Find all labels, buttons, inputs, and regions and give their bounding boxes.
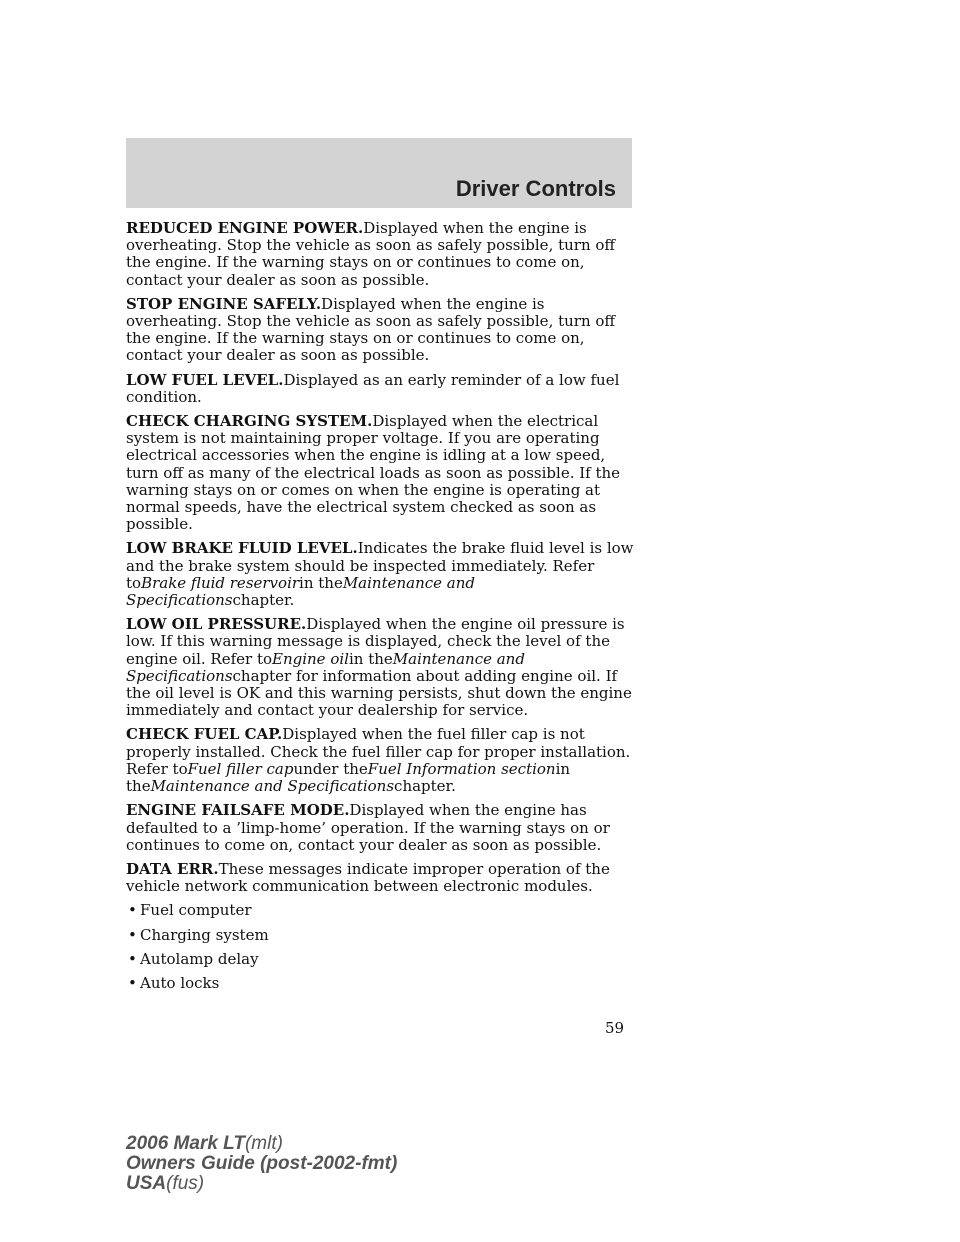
- paragraph-low-fuel-level: [126, 372, 636, 406]
- description: Indicates the brake fluid level is low and the brake system should be inspected immediately. Refer to: [126, 539, 634, 592]
- paragraph-stop-engine-safely: [126, 296, 636, 365]
- bullet-icon: •: [128, 949, 137, 968]
- term: LOW OIL PRESSURE.: [126, 615, 307, 634]
- description: in the: [299, 573, 343, 592]
- description: chapter.: [394, 777, 456, 796]
- cross-reference: Brake fluid reservoir: [141, 573, 300, 592]
- term: LOW BRAKE FLUID LEVEL.: [126, 539, 358, 558]
- list-item: [126, 951, 636, 968]
- paragraph-low-oil-pressure: [126, 616, 636, 719]
- bullet-icon: •: [128, 973, 137, 992]
- footer-line-model: [126, 1134, 397, 1154]
- document-footer: [126, 1134, 397, 1194]
- description: Displayed when the engine has defaulted to a ’limp-home’ operation. If the warning stays on or continues to come on, contact your dealer as soon as possible.: [126, 801, 610, 854]
- footer-model-code: (mlt): [244, 1133, 283, 1154]
- footer-market: USA: [126, 1173, 167, 1194]
- paragraph-low-brake-fluid-level: [126, 540, 636, 609]
- cross-reference: Engine oil: [272, 649, 349, 668]
- description: under the: [293, 759, 368, 778]
- footer-market-code: (fus): [166, 1173, 205, 1194]
- chapter-title: Driver Controls: [455, 176, 616, 201]
- cross-reference: Maintenance and Specifications: [150, 777, 395, 796]
- term: CHECK CHARGING SYSTEM.: [126, 412, 373, 431]
- list-item-text: Charging system: [140, 925, 269, 944]
- page-number: 59: [605, 1019, 625, 1037]
- list-item-text: Auto locks: [140, 973, 220, 992]
- paragraph-check-charging-system: [126, 413, 636, 533]
- page-content: [126, 220, 636, 999]
- list-item: [126, 975, 636, 992]
- cross-reference: Maintenance and Specifications: [126, 649, 525, 685]
- bullet-icon: •: [128, 901, 137, 920]
- footer-line-guide: [126, 1154, 397, 1174]
- description: These messages indicate improper operation of the vehicle network communication between electronic modules.: [126, 859, 610, 896]
- description: chapter for information about adding engine oil. If the oil level is OK and this warning persists, shut down the engine immediately and contact your dealership for service.: [126, 666, 632, 720]
- paragraph-data-err: [126, 861, 636, 895]
- cross-reference: Fuel Information section: [367, 759, 556, 778]
- list-item: [126, 927, 636, 944]
- term: DATA ERR.: [126, 859, 219, 878]
- term: CHECK FUEL CAP.: [126, 725, 283, 744]
- description: Displayed when the engine is overheating. Stop the vehicle as soon as safely possible, turn off the engine. If the warning stays on or continues to come on, contact your dealer as soon as possible.: [126, 294, 616, 365]
- description: Displayed when the fuel filler cap is not properly installed. Check the fuel filler cap for proper installation. Refer to: [126, 725, 631, 778]
- bullet-icon: •: [128, 925, 137, 944]
- cross-reference: Maintenance and Specifications: [126, 573, 476, 610]
- paragraph-check-fuel-cap: [126, 726, 636, 795]
- paragraph-reduced-engine-power: [126, 220, 636, 289]
- description: Displayed when the electrical system is not maintaining proper voltage. If you are operating electrical accessories when the engine is idling at a low speed, turn off as many of the electrical loads as soon as possible. If the warning stays on or comes on when the engine is operating at normal speeds, have the electrical system checked as soon as possible.: [126, 412, 621, 534]
- description: in the: [126, 759, 571, 796]
- term: REDUCED ENGINE POWER.: [126, 219, 364, 237]
- term: STOP ENGINE SAFELY.: [126, 294, 322, 313]
- footer-line-market: [126, 1174, 397, 1194]
- description: Displayed as an early reminder of a low fuel condition.: [126, 370, 620, 406]
- description: chapter.: [232, 591, 295, 610]
- term: LOW FUEL LEVEL.: [126, 370, 284, 389]
- footer-model: 2006 Mark LT: [126, 1133, 245, 1154]
- description: in the: [348, 649, 393, 668]
- cross-reference: Fuel filler cap: [187, 759, 294, 778]
- paragraph-engine-failsafe-mode: [126, 802, 636, 854]
- description: Displayed when the engine oil pressure is low. If this warning message is displayed, check the level of the engine oil. Refer to: [126, 615, 625, 668]
- list-item: [126, 902, 636, 919]
- list-item-text: Autolamp delay: [140, 949, 259, 968]
- description: Displayed when the engine is overheating. Stop the vehicle as soon as safely possible, turn off the engine. If the warning stays on or continues to come on, contact your dealer as soon as possible.: [126, 219, 616, 289]
- chapter-header-band: [126, 138, 632, 208]
- list-item-text: Fuel computer: [140, 901, 252, 920]
- footer-guide: Owners Guide (post-2002-fmt): [126, 1153, 398, 1174]
- term: ENGINE FAILSAFE MODE.: [126, 801, 350, 820]
